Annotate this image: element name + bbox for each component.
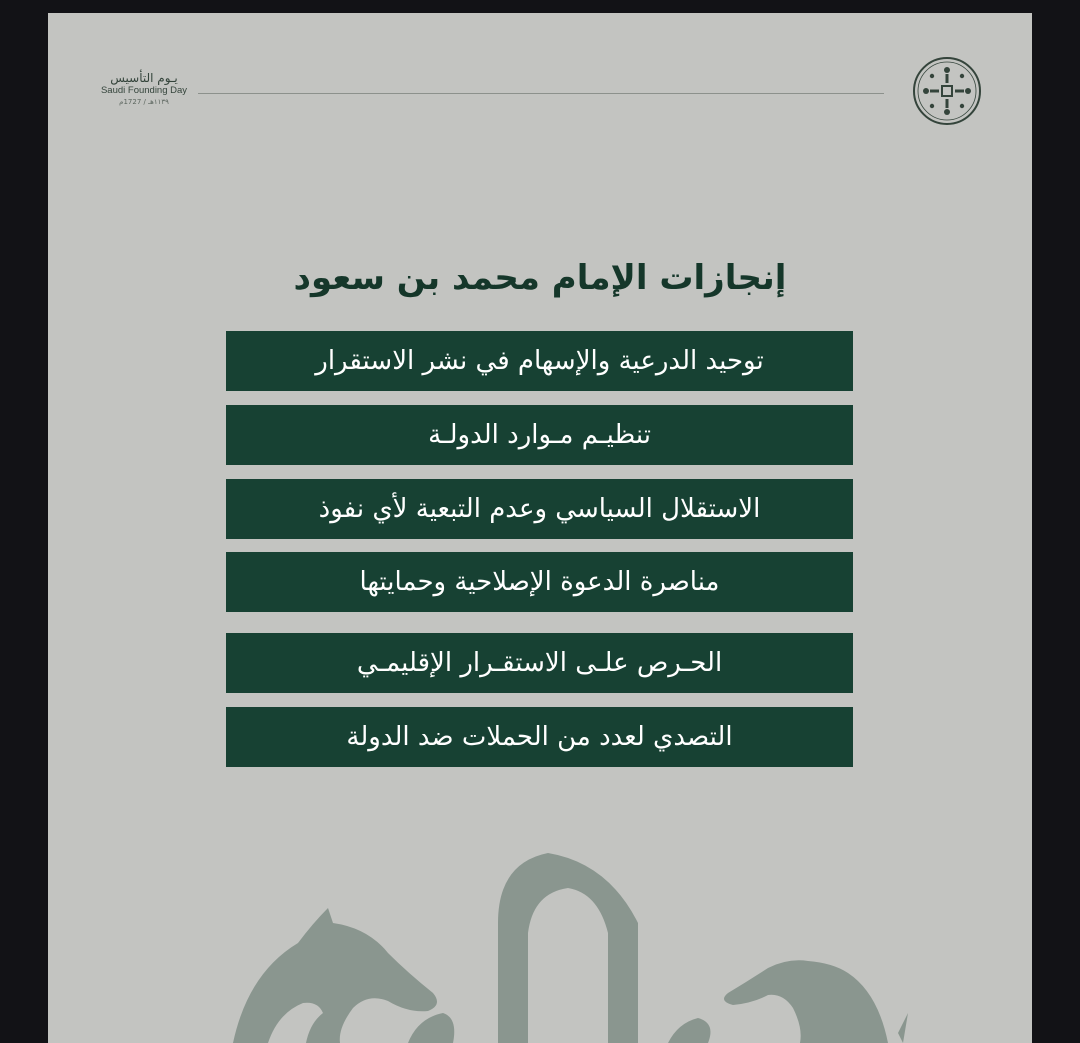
founding-day-motif-icon <box>48 833 1032 1043</box>
header-divider <box>198 93 884 94</box>
founding-day-logo <box>96 71 192 107</box>
logo-english-text: Saudi Founding Day <box>100 85 188 96</box>
logo-dates-text: ١١٣٩هـ / 1727م <box>119 98 169 106</box>
logo-arabic-text: يـوم التأسيس <box>110 71 178 85</box>
achievement-banner: تنظيـم مـوارد الدولـة <box>226 405 853 465</box>
achievement-banner: مناصرة الدعوة الإصلاحية وحمايتها <box>226 552 853 612</box>
achievement-banner: الاستقلال السياسي وعدم التبعية لأي نفوذ <box>226 479 853 539</box>
page-title: إنجازات الإمام محمد بن سعود <box>293 258 787 298</box>
achievement-banner: التصدي لعدد من الحملات ضد الدولة <box>226 707 853 767</box>
founding-day-emblem-icon <box>912 56 982 126</box>
achievement-banner: توحيد الدرعية والإسهام في نشر الاستقرار <box>226 331 853 391</box>
poster <box>48 13 1032 1043</box>
achievement-banner: الحـرص علـى الاستقـرار الإقليمـي <box>226 633 853 693</box>
